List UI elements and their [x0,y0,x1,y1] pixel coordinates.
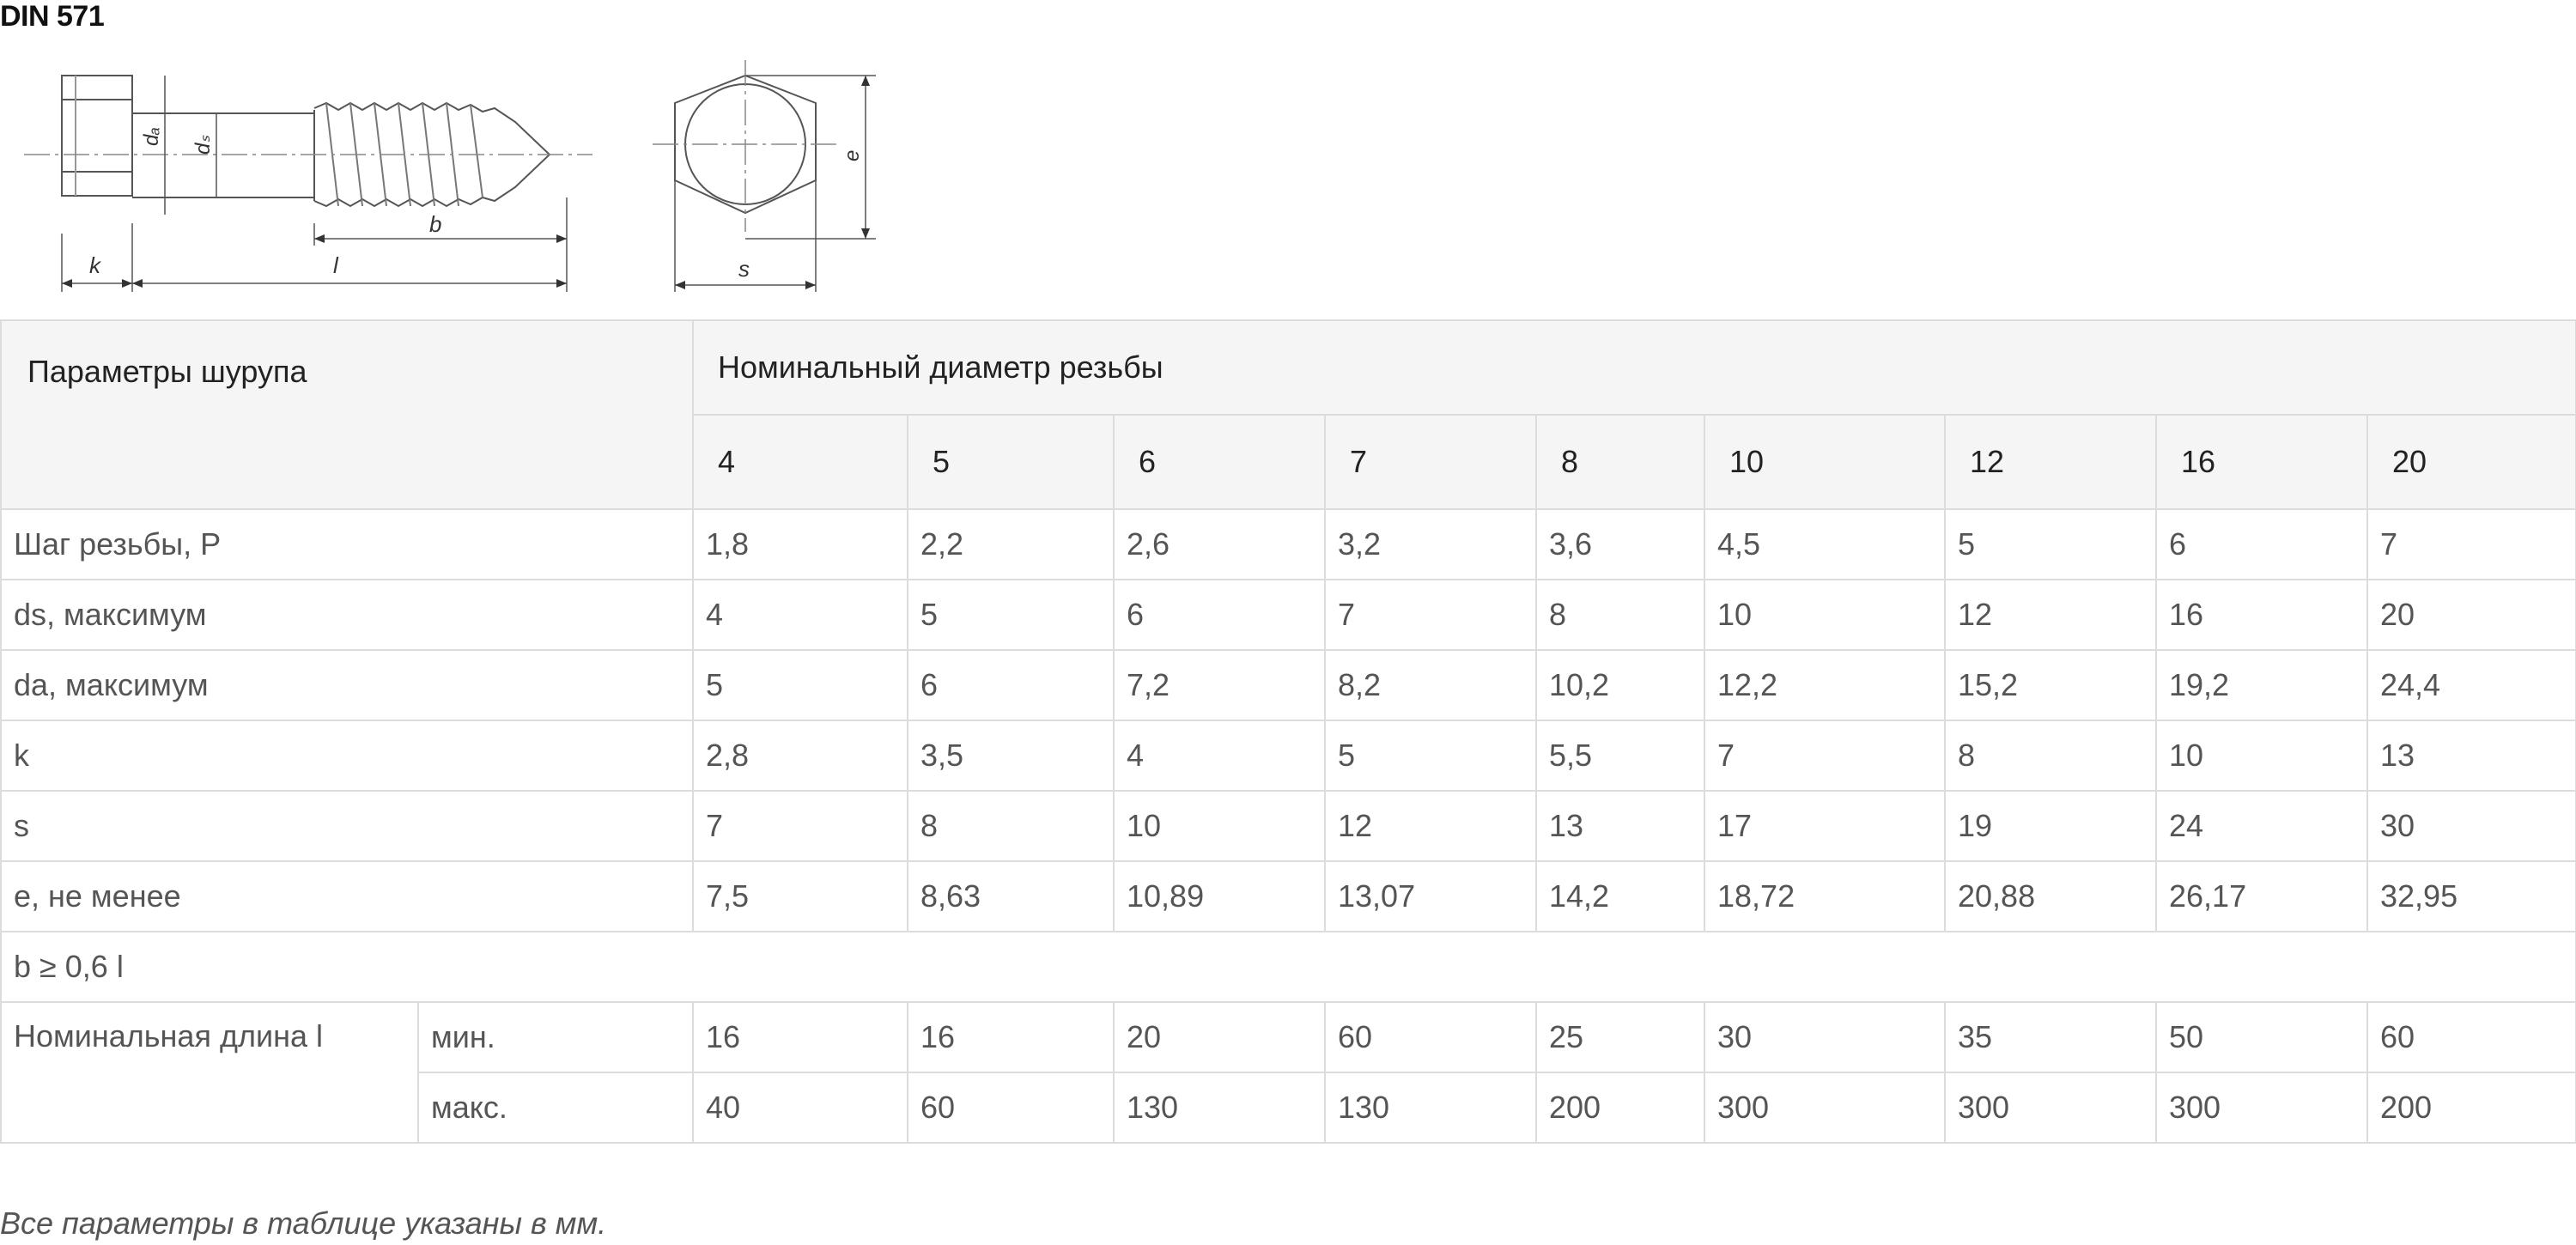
row-label: e, не менее [1,861,693,932]
label-ds: dₛ [191,135,215,155]
table-cell: 18,72 [1704,861,1945,932]
table-cell: 20 [2367,580,2576,650]
table-cell: 200 [2367,1072,2576,1143]
table-cell: 7 [1325,580,1536,650]
diameter-cell: 5 [908,415,1114,509]
table-cell: 24 [2156,791,2367,861]
table-cell: 17 [1704,791,1945,861]
b-ratio-row: b ≥ 0,6 l [1,932,2576,1002]
label-s: s [738,256,750,282]
table-cell: 60 [908,1072,1114,1143]
table-cell: 8,2 [1325,650,1536,720]
table-cell: 5 [908,580,1114,650]
table-cell: 3,6 [1536,509,1704,580]
table-row-length-min [1,1002,2576,1072]
table-cell: 50 [2156,1002,2367,1072]
table-cell: 13 [1536,791,1704,861]
row-label: ds, максимум [1,580,693,650]
diameter-cell: 8 [1536,415,1704,509]
table-cell: 16 [693,1002,908,1072]
table-cell: 7 [693,791,908,861]
table-cell: 6 [908,650,1114,720]
table-row [1,650,2576,720]
row-label: Шаг резьбы, P [1,509,693,580]
table-cell: 5 [1325,720,1536,791]
table-cell: 2,8 [693,720,908,791]
table-cell: 30 [2367,791,2576,861]
table-cell: 35 [1945,1002,2156,1072]
table-row [1,580,2576,650]
table-cell: 300 [1704,1072,1945,1143]
table-cell: 2,2 [908,509,1114,580]
length-max-label: макс. [418,1072,693,1143]
table-cell: 2,6 [1114,509,1325,580]
table-cell: 8 [1536,580,1704,650]
table-row [1,861,2576,932]
table-cell: 8 [1945,720,2156,791]
diameter-cell: 6 [1114,415,1325,509]
table-row [1,791,2576,861]
diameter-header: Номинальный диаметр резьбы [693,320,2576,415]
screw-head-outline [62,76,132,196]
table-cell: 8,63 [908,861,1114,932]
diameter-cell: 4 [693,415,908,509]
row-label: da, максимум [1,650,693,720]
table-cell: 10,2 [1536,650,1704,720]
row-label: k [1,720,693,791]
table-cell: 20,88 [1945,861,2156,932]
table-cell: 10 [2156,720,2367,791]
label-b: b [429,211,442,237]
table-cell: 26,17 [2156,861,2367,932]
diameter-cell: 7 [1325,415,1536,509]
table-cell: 4 [693,580,908,650]
table-cell: 30 [1704,1002,1945,1072]
diameter-cell: 12 [1945,415,2156,509]
table-cell: 4,5 [1704,509,1945,580]
table-cell: 130 [1325,1072,1536,1143]
table-cell: 32,95 [2367,861,2576,932]
table-cell: 40 [693,1072,908,1143]
table-row [1,509,2576,580]
diameter-cell: 20 [2367,415,2576,509]
length-label: Номинальная длина l [1,1002,418,1143]
table-cell: 8 [908,791,1114,861]
table-cell: 60 [2367,1002,2576,1072]
table-cell: 7,5 [693,861,908,932]
table-cell: 6 [1114,580,1325,650]
table-cell: 7 [1704,720,1945,791]
label-da: dₐ [140,127,163,146]
table-cell: 13,07 [1325,861,1536,932]
table-cell: 3,2 [1325,509,1536,580]
table-cell: 7 [2367,509,2576,580]
table-cell: 25 [1536,1002,1704,1072]
label-l: l [333,252,338,278]
table-cell: 5 [1945,509,2156,580]
label-e: e [841,149,864,161]
table-cell: 5,5 [1536,720,1704,791]
row-label: s [1,791,693,861]
page-title: DIN 571 [0,0,105,33]
diameter-cell: 10 [1704,415,1945,509]
table-cell: 20 [1114,1002,1325,1072]
spec-table [0,319,2576,1144]
length-min-label: мин. [418,1002,693,1072]
table-cell: 19 [1945,791,2156,861]
table-cell: 6 [2156,509,2367,580]
table-cell: 3,5 [908,720,1114,791]
table-cell: 15,2 [1945,650,2156,720]
table-cell: 10,89 [1114,861,1325,932]
units-note: Все параметры в таблице указаны в мм. [0,1206,607,1241]
table-cell: 10 [1114,791,1325,861]
table-cell: 16 [908,1002,1114,1072]
param-header: Параметры шурупа [1,320,693,509]
label-k: k [89,252,100,278]
diameter-cell: 16 [2156,415,2367,509]
table-row [1,932,2576,1002]
table-cell: 12 [1325,791,1536,861]
table-cell: 5 [693,650,908,720]
table-cell: 24,4 [2367,650,2576,720]
screw-drawing [0,52,893,301]
table-cell: 12 [1945,580,2156,650]
table-cell: 1,8 [693,509,908,580]
table-cell: 4 [1114,720,1325,791]
table-cell: 13 [2367,720,2576,791]
table-cell: 300 [1945,1072,2156,1143]
table-cell: 7,2 [1114,650,1325,720]
table-cell: 12,2 [1704,650,1945,720]
table-cell: 130 [1114,1072,1325,1143]
table-cell: 14,2 [1536,861,1704,932]
table-cell: 60 [1325,1002,1536,1072]
table-row [1,720,2576,791]
table-cell: 16 [2156,580,2367,650]
table-cell: 19,2 [2156,650,2367,720]
table-cell: 10 [1704,580,1945,650]
table-cell: 300 [2156,1072,2367,1143]
table-cell: 200 [1536,1072,1704,1143]
